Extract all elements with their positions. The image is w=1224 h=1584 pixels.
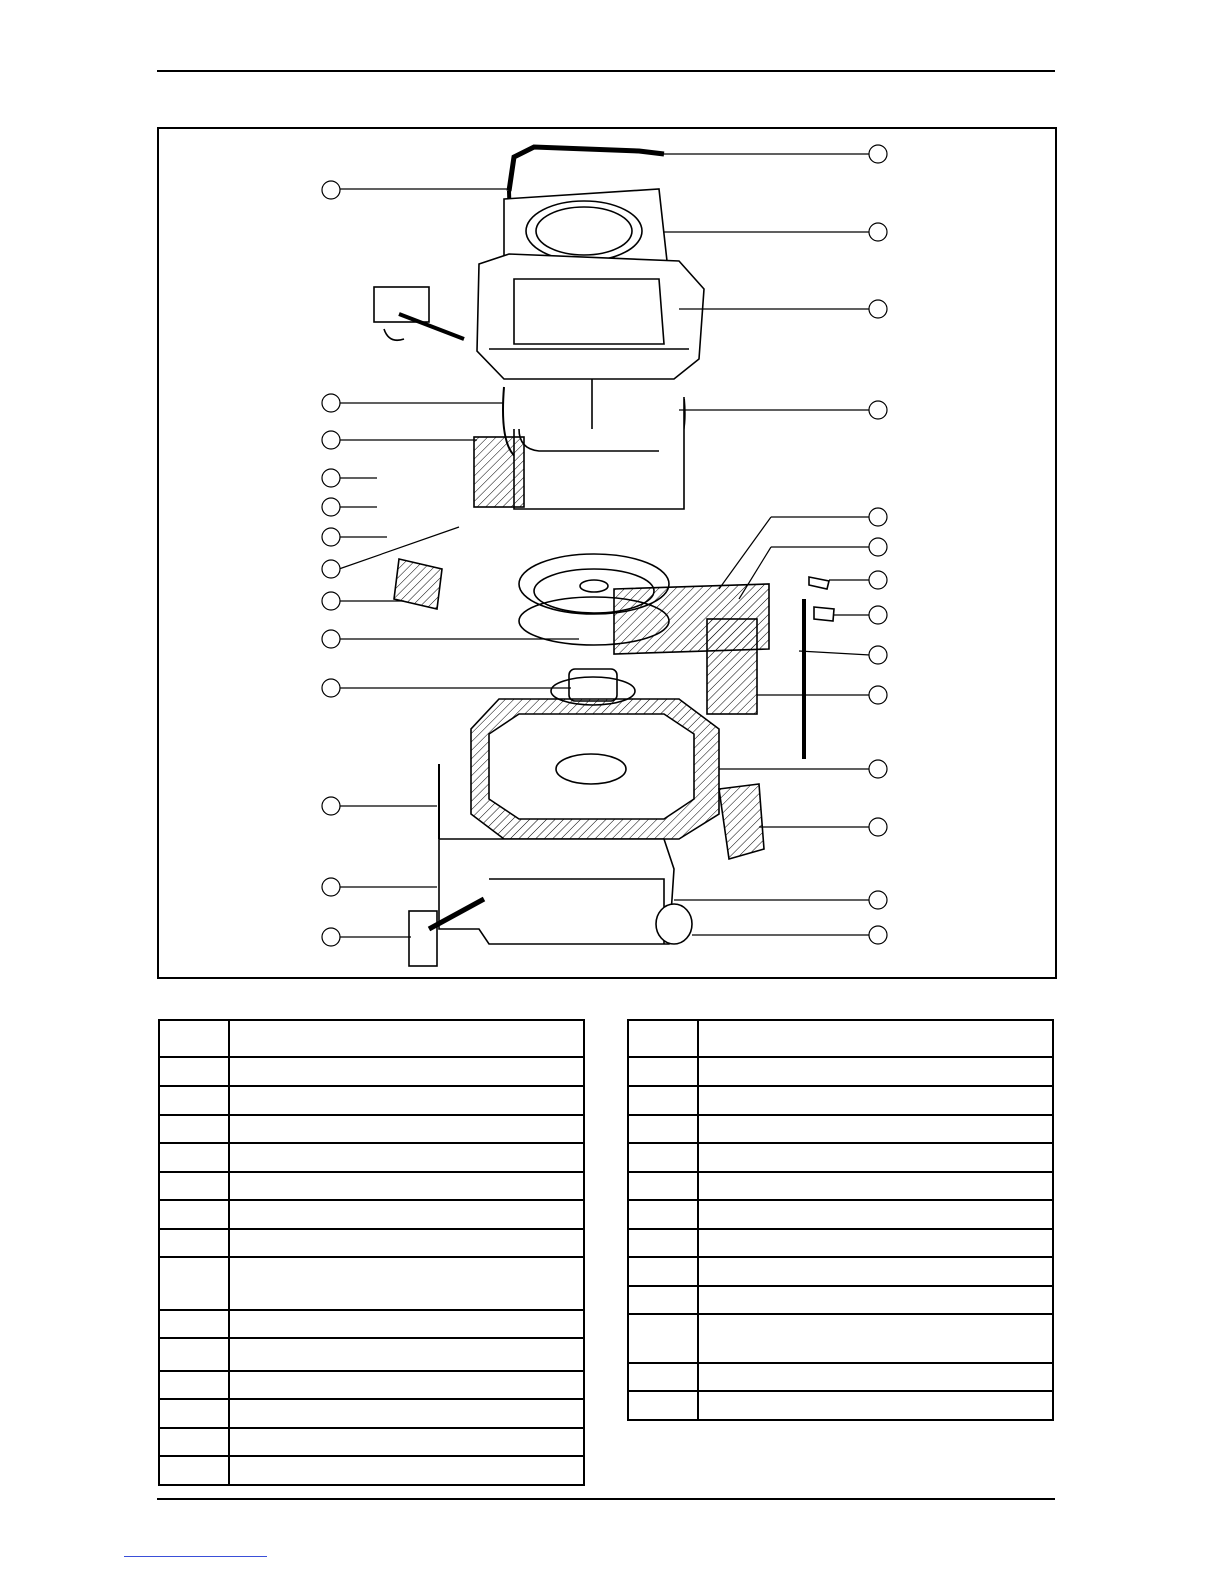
- part-no: [628, 1286, 698, 1314]
- table-row: [628, 1314, 1053, 1363]
- part-description: [698, 1286, 1053, 1314]
- table-row: [159, 1057, 584, 1086]
- part-description: [229, 1086, 584, 1115]
- table-row: [628, 1229, 1053, 1257]
- part-no: [159, 1428, 229, 1456]
- table-row: [159, 1371, 584, 1399]
- part-no: [159, 1172, 229, 1200]
- table-row: [628, 1172, 1053, 1200]
- part-description: [698, 1257, 1053, 1286]
- table-row: [159, 1428, 584, 1456]
- part-description: [229, 1428, 584, 1456]
- part-description: [229, 1143, 584, 1172]
- table-row: [159, 1115, 584, 1143]
- part-no: [159, 1086, 229, 1115]
- part-no: [628, 1115, 698, 1143]
- part-no: [628, 1086, 698, 1115]
- part-no: [628, 1200, 698, 1229]
- column-header-description: [698, 1020, 1053, 1057]
- part-description: [229, 1399, 584, 1428]
- part-description: [698, 1200, 1053, 1229]
- top-rule: [157, 70, 1055, 72]
- column-header-no: [159, 1020, 229, 1057]
- table-row: [159, 1229, 584, 1257]
- part-description: [698, 1363, 1053, 1391]
- part-no: [628, 1314, 698, 1363]
- part-description: [698, 1115, 1053, 1143]
- part-description: [698, 1143, 1053, 1172]
- table-row: [628, 1057, 1053, 1086]
- table-row: [628, 1200, 1053, 1229]
- part-description: [698, 1057, 1053, 1086]
- part-no: [159, 1115, 229, 1143]
- part-no: [628, 1363, 698, 1391]
- table-row: [628, 1115, 1053, 1143]
- part-description: [698, 1391, 1053, 1420]
- parts-table-left: [158, 1019, 585, 1486]
- part-no: [159, 1257, 229, 1310]
- part-description: [229, 1338, 584, 1371]
- part-no: [159, 1143, 229, 1172]
- part-description: [229, 1257, 584, 1310]
- footer-link-underline[interactable]: [124, 1556, 267, 1557]
- part-description: [229, 1371, 584, 1399]
- part-no: [159, 1229, 229, 1257]
- part-no: [628, 1391, 698, 1420]
- part-no: [628, 1257, 698, 1286]
- part-no: [159, 1371, 229, 1399]
- part-description: [698, 1172, 1053, 1200]
- part-description: [229, 1229, 584, 1257]
- table-row: [159, 1399, 584, 1428]
- part-description: [698, 1314, 1053, 1363]
- part-description: [229, 1172, 584, 1200]
- part-no: [159, 1338, 229, 1371]
- part-no: [628, 1143, 698, 1172]
- part-no: [159, 1456, 229, 1485]
- exploded-view-diagram: [157, 127, 1057, 979]
- part-description: [229, 1310, 584, 1338]
- table-row: [628, 1286, 1053, 1314]
- part-description: [229, 1115, 584, 1143]
- part-description: [229, 1456, 584, 1485]
- bottom-rule: [157, 1498, 1055, 1500]
- table-row: [159, 1338, 584, 1371]
- table-row: [159, 1086, 584, 1115]
- table-row: [628, 1086, 1053, 1115]
- part-no: [159, 1310, 229, 1338]
- table-row: [159, 1143, 584, 1172]
- table-row: [628, 1257, 1053, 1286]
- table-row: [628, 1363, 1053, 1391]
- column-header-description: [229, 1020, 584, 1057]
- column-header-no: [628, 1020, 698, 1057]
- part-no: [628, 1057, 698, 1086]
- part-description: [229, 1200, 584, 1229]
- table-row: [628, 1143, 1053, 1172]
- table-row: [159, 1456, 584, 1485]
- parts-table-right: [627, 1019, 1054, 1421]
- table-header-row: [628, 1020, 1053, 1057]
- part-no: [628, 1172, 698, 1200]
- part-no: [159, 1057, 229, 1086]
- table-row: [159, 1200, 584, 1229]
- exploded-view-drawing: [159, 129, 1055, 977]
- part-description: [698, 1229, 1053, 1257]
- table-row: [159, 1257, 584, 1310]
- table-row: [159, 1310, 584, 1338]
- table-header-row: [159, 1020, 584, 1057]
- part-no: [159, 1200, 229, 1229]
- part-description: [229, 1057, 584, 1086]
- part-no: [628, 1229, 698, 1257]
- part-no: [159, 1399, 229, 1428]
- table-row: [628, 1391, 1053, 1420]
- table-row: [159, 1172, 584, 1200]
- part-description: [698, 1086, 1053, 1115]
